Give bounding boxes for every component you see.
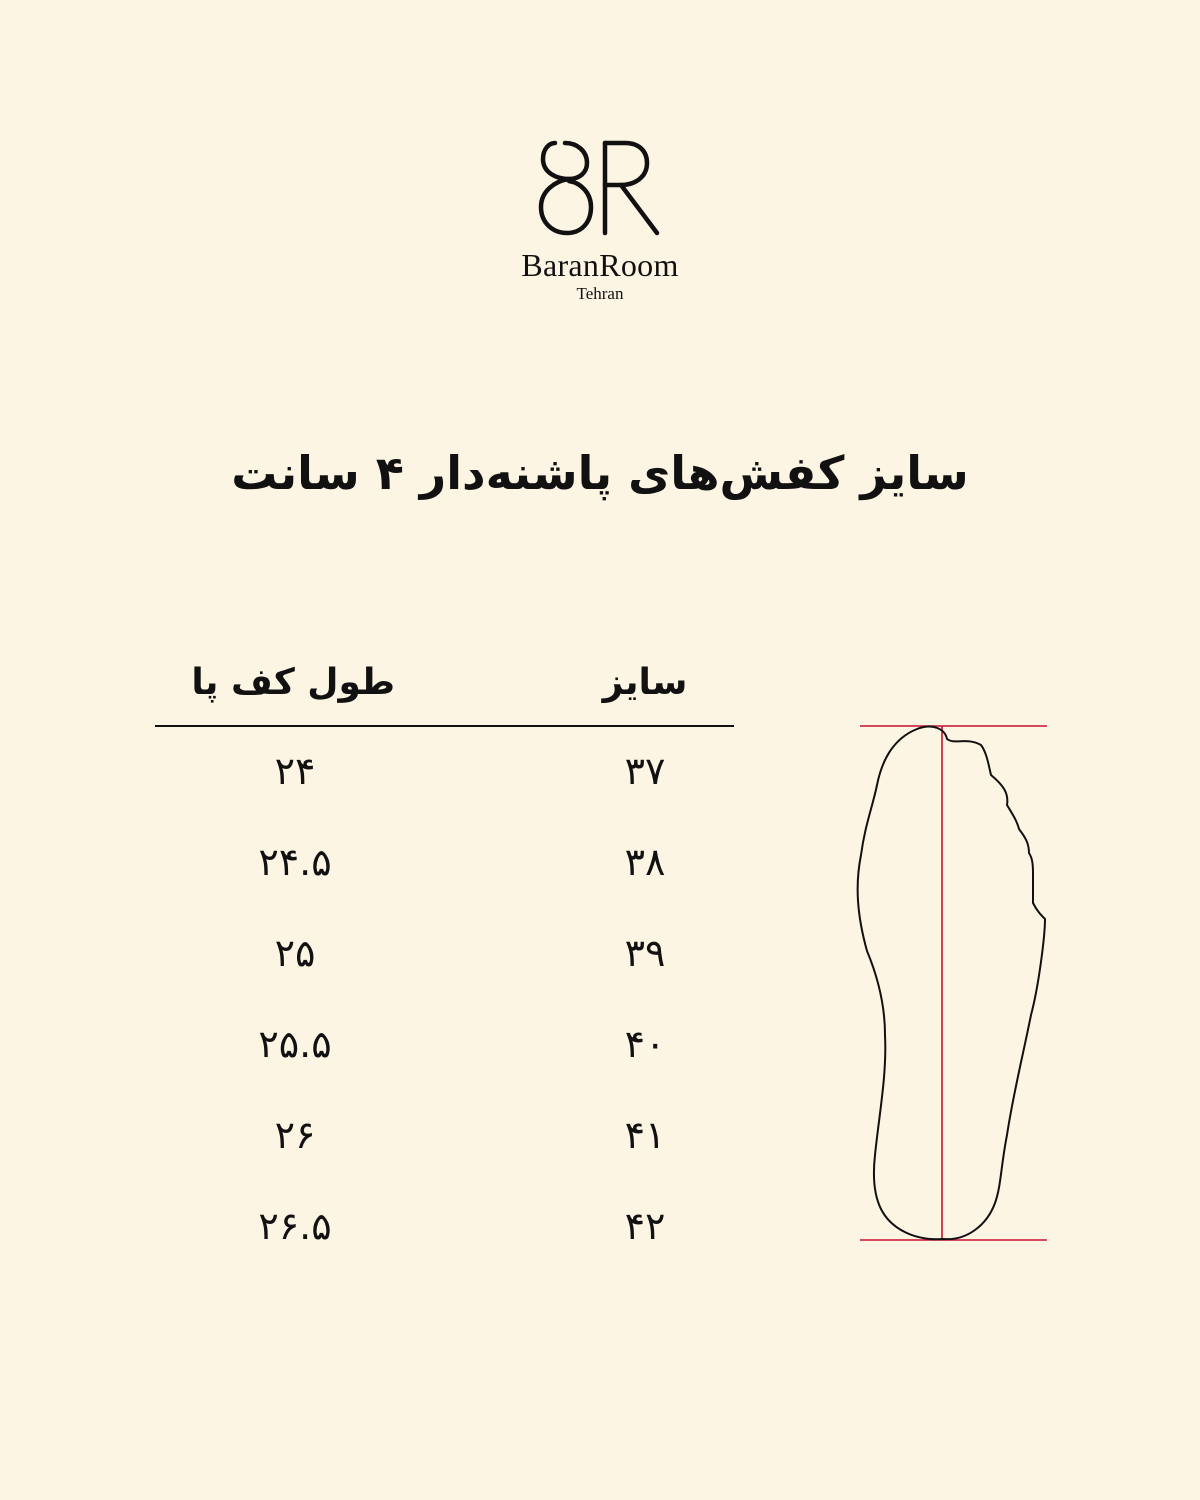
table-row [155,832,734,892]
foot-length-cell: ۲۴.۵ [258,840,332,884]
table-row [155,741,734,801]
table-row [155,923,734,983]
page-title: سایز کفش‌های پاشنه‌دار ۴ سانت [231,446,969,500]
foot-length-cell: ۲۵ [274,931,316,975]
table-row [155,1014,734,1074]
foot-length-cell: ۲۵.۵ [258,1022,332,1066]
size-cell: ۳۹ [624,931,666,975]
header-divider [155,725,734,727]
column-header-foot-length: طول کف پا [191,662,395,703]
foot-length-cell: ۲۶ [274,1113,316,1157]
table-row [155,1105,734,1165]
foot-outline-diagram [855,715,1055,1250]
size-cell: ۳۸ [624,840,666,884]
foot-length-cell: ۲۴ [274,749,316,793]
br-monogram-logo [535,135,665,240]
foot-length-cell: ۲۶.۵ [258,1204,332,1248]
brand-logo [0,135,1200,304]
size-cell: ۴۱ [624,1113,666,1157]
brand-name: BaranRoom [521,247,679,283]
size-cell: ۴۰ [624,1022,666,1066]
brand-city: Tehran [576,284,624,303]
table-row [155,1196,734,1256]
size-cell: ۴۲ [624,1204,666,1248]
size-cell: ۳۷ [624,749,666,793]
foot-outline [858,727,1045,1240]
column-header-size: سایز [602,662,688,703]
